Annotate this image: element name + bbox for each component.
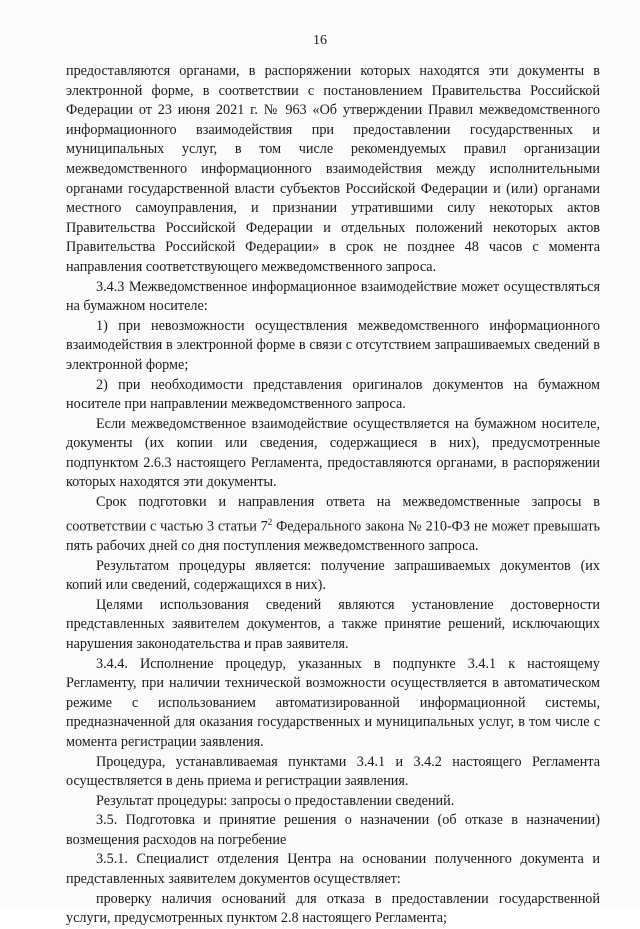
paragraph-3-5: 3.5. Подготовка и принятие решения о назначении (об отказе в назначении) возмещения расходов на погребение	[66, 812, 600, 848]
paragraph-requests-result: Результат процедуры: запросы о предоставлении сведений.	[96, 792, 455, 809]
paragraph-procedure-day: Процедура, устанавливаемая пунктами 3.4.1 и 3.4.2 настоящего Регламента осуществляется в день приема и регистрации заявления.	[66, 753, 600, 790]
paragraph-3-5-1: 3.5.1. Специалист отделения Центра на основании полученного документа и представленных заявителем документов осуществляет:	[66, 851, 600, 888]
paragraph-1: предоставляются органами, в распоряжении которых находятся эти документы в электронной форме, в соответствии с постановлением Правительства Российской Федерации от 23 июня 2021 г. № 963 «Об утверждении Правил межведомственного информационного взаимодействия при предоставлении государственных и муниципальных услуг, в том числе рекомендуемых правил организации межведомственного информационного взаимодействия между исполнительными органами государственной власти субъектов Российской Федерации и (или) органами местного самоуправления, и признании утратившими силу некоторых актов Правительства Российской Федерации и отдельных положений некоторых актов Правительства Российской Федерации» в срок не позднее 48 часов с момента направления соответствующего межведомственного запроса.	[66, 63, 600, 275]
paragraph-3-4-3: 3.4.3 Межведомственное информационное взаимодействие может осуществляться на бумажном носителе:	[66, 278, 600, 315]
deadline-text-after: Федерального закона № 210-ФЗ не может превышать пять рабочих дней со дня поступления межведомственного запроса.	[66, 518, 600, 554]
paragraph-procedure-result: Результатом процедуры является: получение запрашиваемых документов (их копий или сведений, содержащихся в них).	[66, 557, 600, 594]
deadline-text-before: Срок подготовки и направления ответа на межведомственные запросы в соответствии с частью 3 статьи 7	[66, 494, 600, 535]
paragraph-3-4-4: 3.4.4. Исполнение процедур, указанных в подпункте 3.4.1 к настоящему Регламенту, при наличии технической возможности осуществляется в автоматическом режиме с использованием автоматизированной информационной системы, предназначенной для оказания государственных и муниципальных услуг, в том числе с момента регистрации заявления.	[66, 655, 600, 750]
paragraph-check-grounds: проверку наличия оснований для отказа в предоставлении государственной услуги, предусмотренных пунктом 2.8 настоящего Регламента;	[66, 890, 600, 927]
paragraph-paper-interaction: Если межведомственное взаимодействие осуществляется на бумажном носителе, документы (их копии или сведения, содержащиеся в них), предусмотренные подпунктом 2.6.3 настоящего Регламента, предоставляются органами, в распоряжении которых находятся эти документы.	[66, 415, 600, 491]
paragraph-goals: Целями использования сведений являются установление достоверности представленных заявителем документов, а также принятие решений, исключающих нарушения законодательства и прав заявителя.	[66, 596, 600, 652]
deadline-superscript: 2	[267, 516, 273, 527]
page-number: 16	[313, 33, 327, 48]
document-body	[66, 62, 600, 929]
paragraph-response-deadline	[66, 493, 600, 557]
paragraph-item-2: 2) при необходимости представления оригиналов документов на бумажном носителе при направлении межведомственного запроса.	[66, 376, 600, 413]
paragraph-item-1: 1) при невозможности осуществления межведомственного информационного взаимодействия в электронной форме в связи с отсутствием запрашиваемых сведений в электронной форме;	[66, 317, 600, 373]
